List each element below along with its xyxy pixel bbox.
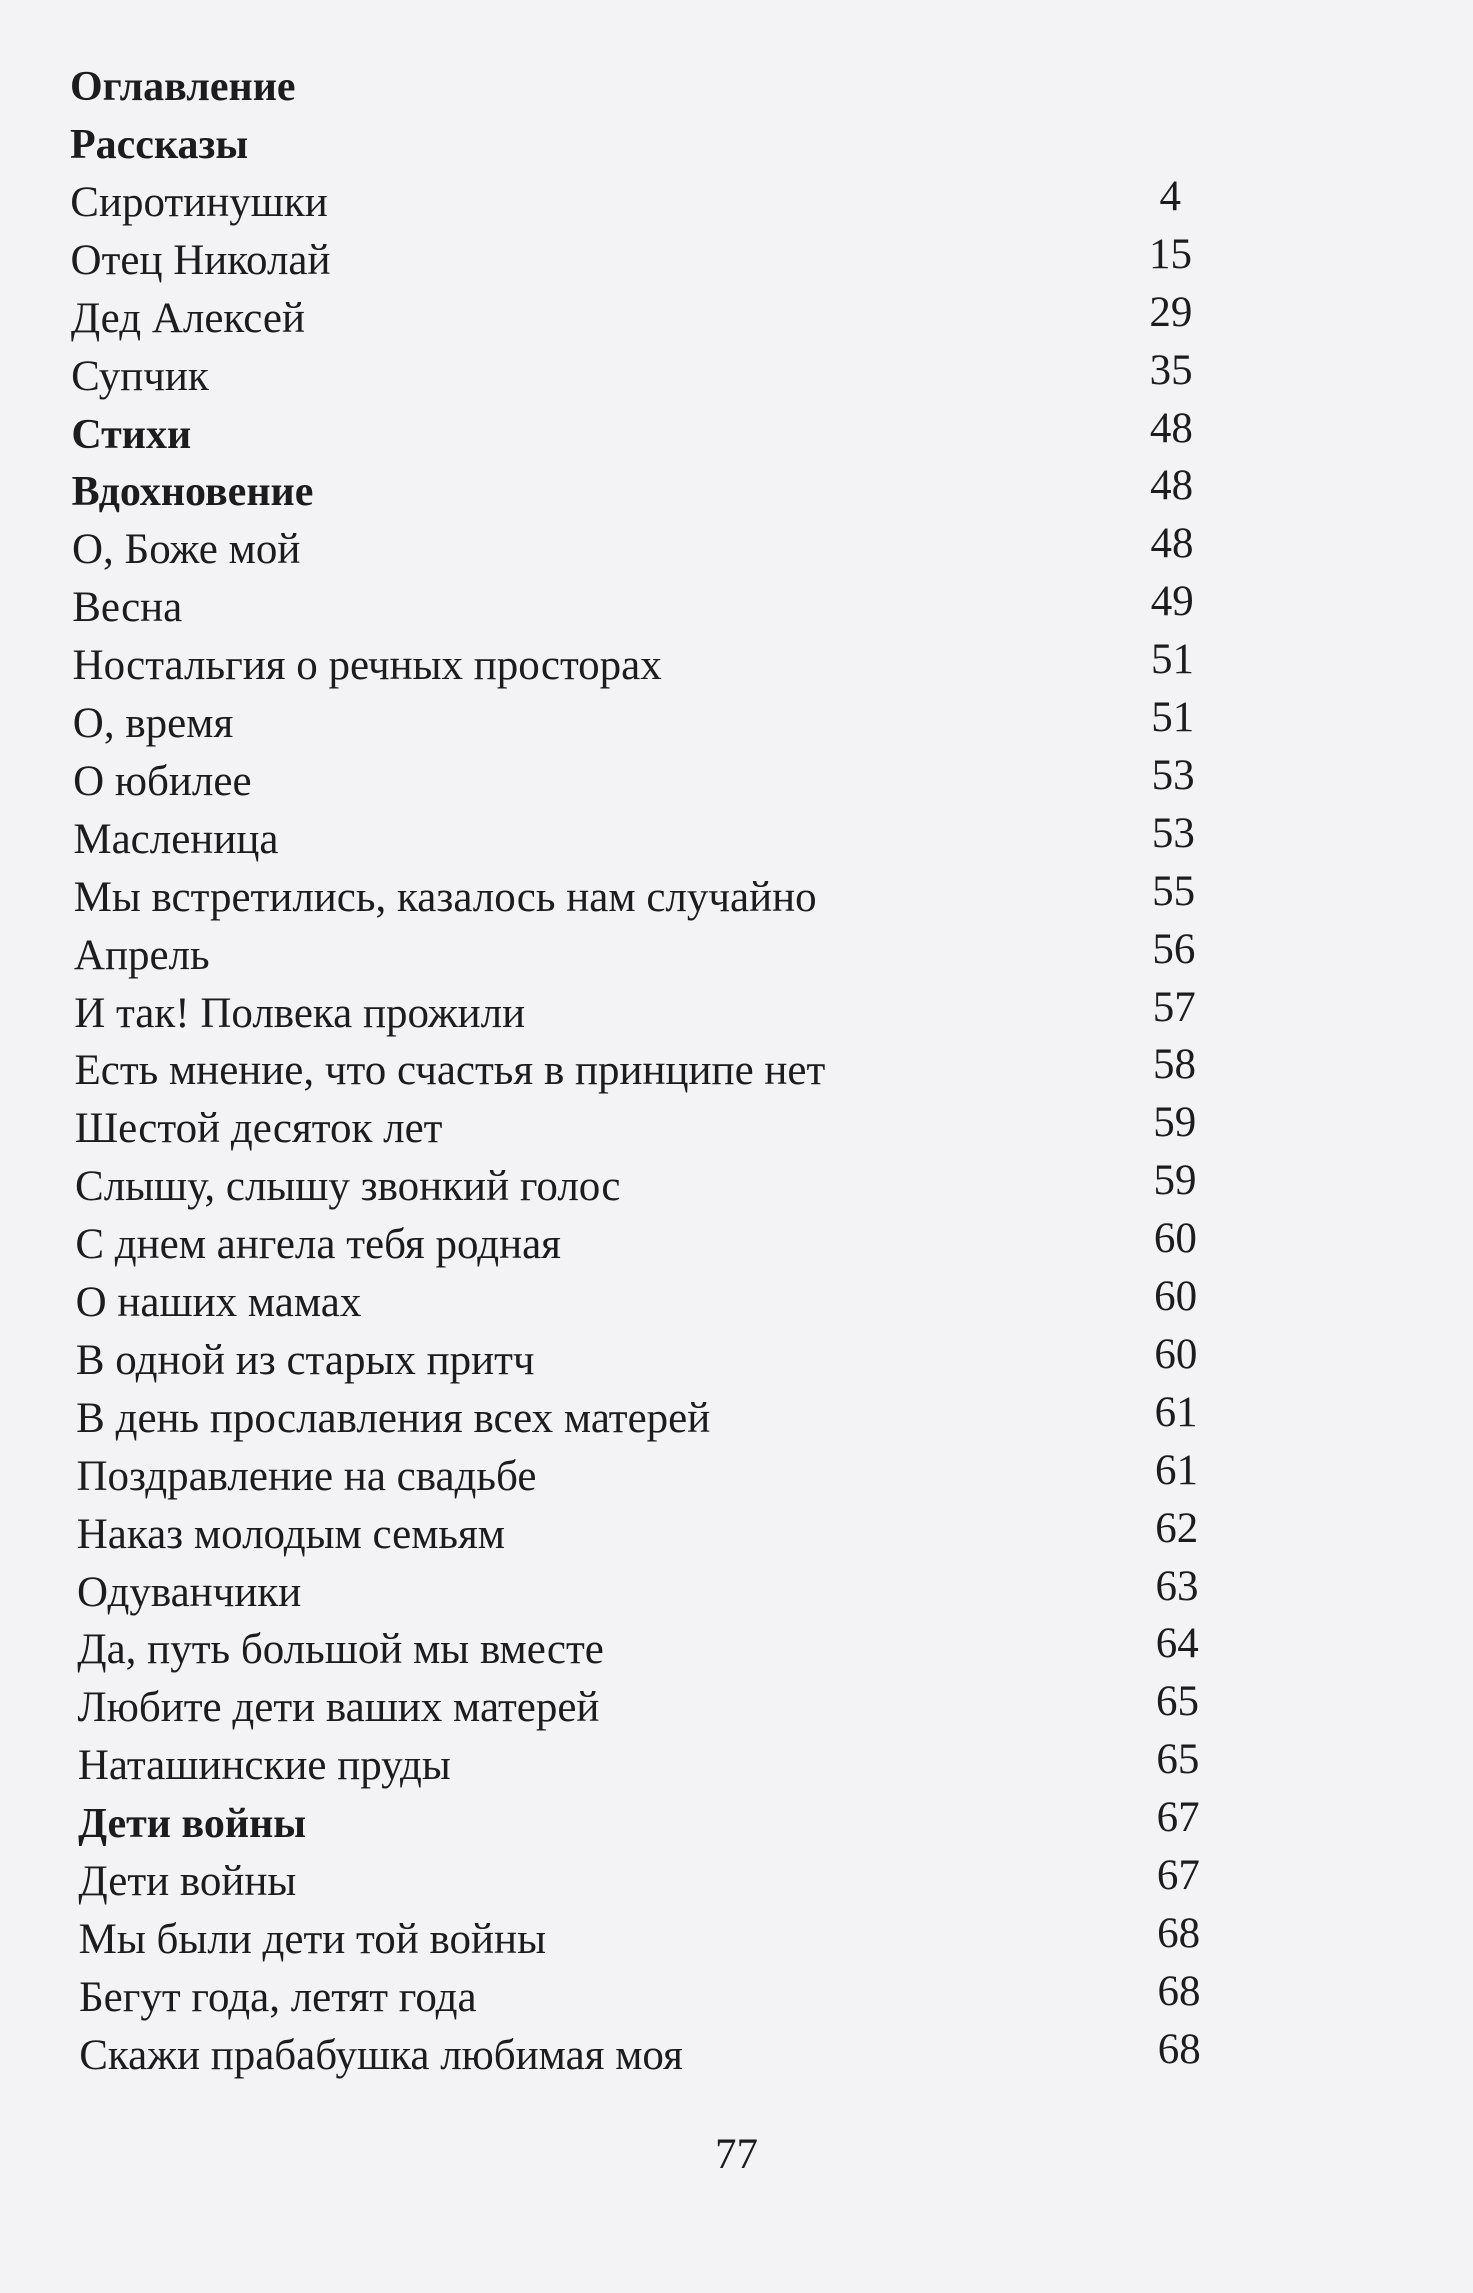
toc-entry-title: Любите дети ваших матерей — [77, 1684, 600, 1732]
toc-entry — [75, 1216, 1215, 1274]
toc-entry-page: 67 — [1156, 1852, 1200, 1899]
toc-entry-title: В одной из старых притч — [75, 1336, 535, 1384]
toc-entry-page: 49 — [1150, 578, 1194, 626]
toc-entry-title: Дети войны — [78, 1801, 307, 1848]
toc-entry-page: 65 — [1156, 1736, 1200, 1784]
toc-entry — [71, 290, 1211, 348]
toc-entry-page: 61 — [1154, 1446, 1198, 1494]
toc-entry-page: 55 — [1152, 867, 1196, 915]
toc-entry-page: 68 — [1157, 2025, 1201, 2073]
toc-heading: Оглавление — [70, 64, 296, 110]
toc-entry — [71, 232, 1211, 290]
toc-entry — [75, 1100, 1215, 1158]
toc-entry — [75, 1158, 1215, 1216]
toc-entry-title: Стихи — [71, 411, 192, 458]
toc-entry-title: О наших мамах — [75, 1279, 362, 1326]
toc-entry — [76, 1448, 1216, 1506]
toc-entry-page: 68 — [1157, 1909, 1201, 1957]
toc-entry-title: С днем ангела тебя родная — [75, 1221, 561, 1269]
toc-entry-page: 61 — [1154, 1388, 1198, 1436]
toc-entry-title: И так! Полвека прожили — [74, 989, 526, 1037]
toc-entry-page: 60 — [1153, 1215, 1197, 1263]
toc-entry — [79, 1911, 1219, 1969]
toc-entry-title: Вдохновение — [71, 469, 314, 516]
toc-entry — [72, 463, 1212, 521]
toc-entry-page: 53 — [1151, 809, 1195, 857]
toc-entry — [77, 1564, 1217, 1622]
toc-entry-title: О юбилее — [73, 757, 252, 805]
toc-entry-title: Бегут года, летят года — [78, 1973, 477, 2021]
toc-entry-page: 51 — [1151, 636, 1195, 684]
toc-entry-page: 63 — [1155, 1562, 1199, 1610]
toc-entry — [77, 1506, 1217, 1564]
toc-entry-title: Да, путь большой мы вместе — [77, 1626, 604, 1674]
toc-entry-page: 29 — [1149, 288, 1193, 336]
toc-entry-title: Сиротинушки — [70, 178, 328, 226]
toc-entry-page: 60 — [1154, 1330, 1198, 1378]
toc-entry — [71, 348, 1211, 406]
toc-entry — [73, 811, 1213, 869]
toc-entry — [76, 1332, 1216, 1390]
toc-entry-page: 64 — [1155, 1620, 1199, 1668]
toc-entry-page: 35 — [1149, 346, 1193, 394]
toc-entry-title: Слышу, слышу звонкий голос — [75, 1163, 621, 1211]
toc-entry — [78, 1795, 1218, 1853]
toc-entry-title: Рассказы — [70, 122, 249, 168]
toc-entry-title: Ностальгия о речных просторах — [72, 642, 662, 690]
toc-entry — [76, 1274, 1216, 1332]
toc-entry — [76, 1390, 1216, 1448]
toc-entry-page: 60 — [1154, 1273, 1198, 1320]
toc-entry-page: 59 — [1153, 1157, 1197, 1205]
toc-entry — [73, 637, 1213, 695]
toc-entry-page: 57 — [1152, 983, 1196, 1031]
toc-entry — [74, 869, 1214, 927]
toc-entry — [73, 753, 1213, 811]
toc-entry-title: Мы были дети той войны — [78, 1915, 546, 1963]
toc-entry — [79, 2027, 1219, 2085]
toc-entry — [78, 1679, 1218, 1737]
page-number: 77 — [715, 2131, 758, 2178]
toc-entry-title: Дед Алексей — [70, 294, 305, 342]
toc-entry-page: 56 — [1152, 925, 1196, 973]
toc-entry-page: 68 — [1157, 1967, 1201, 2015]
toc-entry-page: 15 — [1149, 230, 1193, 278]
toc-entry-title: Скажи прабабушка любимая моя — [79, 2031, 683, 2079]
toc-entry-title: Поздравление на свадьбе — [76, 1452, 537, 1500]
toc-entry — [70, 116, 1210, 174]
toc-entry — [74, 985, 1214, 1043]
toc-entry-title: Одуванчики — [77, 1568, 302, 1616]
toc-entry — [71, 406, 1211, 464]
toc-entry-title: Наказ молодым семьям — [76, 1510, 506, 1558]
toc-entry — [78, 1737, 1218, 1795]
toc-entry-title: Есть мнение, что счастья в принципе нет — [74, 1047, 826, 1095]
toc-entry-title: Супчик — [71, 352, 209, 400]
toc-entry-title: Весна — [72, 584, 183, 632]
toc-entry-page: 62 — [1155, 1504, 1199, 1552]
toc-entry — [74, 927, 1214, 985]
toc-entry-title: Апрель — [73, 931, 210, 979]
toc-entry — [79, 1969, 1219, 2027]
toc-entry-title: Наташинские пруды — [77, 1742, 451, 1790]
toc-entry-page: 58 — [1152, 1041, 1196, 1089]
toc-entry — [70, 174, 1210, 232]
toc-entry-title: О, время — [72, 700, 234, 747]
toc-entry-page: 48 — [1150, 462, 1194, 510]
toc-entry-title: Мы встретились, казалось нам случайно — [73, 873, 817, 921]
toc-entry-page: 4 — [1159, 172, 1182, 220]
toc-entry — [73, 695, 1213, 753]
toc-entry-page: 67 — [1156, 1794, 1200, 1842]
toc-entry-title: Отец Николай — [70, 236, 331, 284]
toc-entry — [72, 579, 1212, 637]
toc-entry-page: 48 — [1150, 520, 1194, 568]
toc-entry-title: О, Боже мой — [71, 526, 301, 574]
toc-entry-page: 48 — [1149, 404, 1193, 452]
toc-entry-page: 53 — [1151, 751, 1195, 799]
toc-entry — [74, 1042, 1214, 1100]
toc-entry-title: Дети войны — [78, 1858, 297, 1905]
toc-entry-title: Масленица — [73, 815, 279, 863]
toc-entry-page: 59 — [1153, 1099, 1197, 1147]
toc-entry-title: Шестой десяток лет — [74, 1105, 443, 1153]
toc-entry — [72, 521, 1212, 579]
toc-entry — [78, 1853, 1218, 1911]
toc-entry-page: 65 — [1156, 1678, 1200, 1726]
toc-entry-page: 51 — [1151, 694, 1195, 741]
toc-entry — [77, 1621, 1217, 1679]
toc-entry-title: В день прославления всех матерей — [76, 1394, 711, 1442]
